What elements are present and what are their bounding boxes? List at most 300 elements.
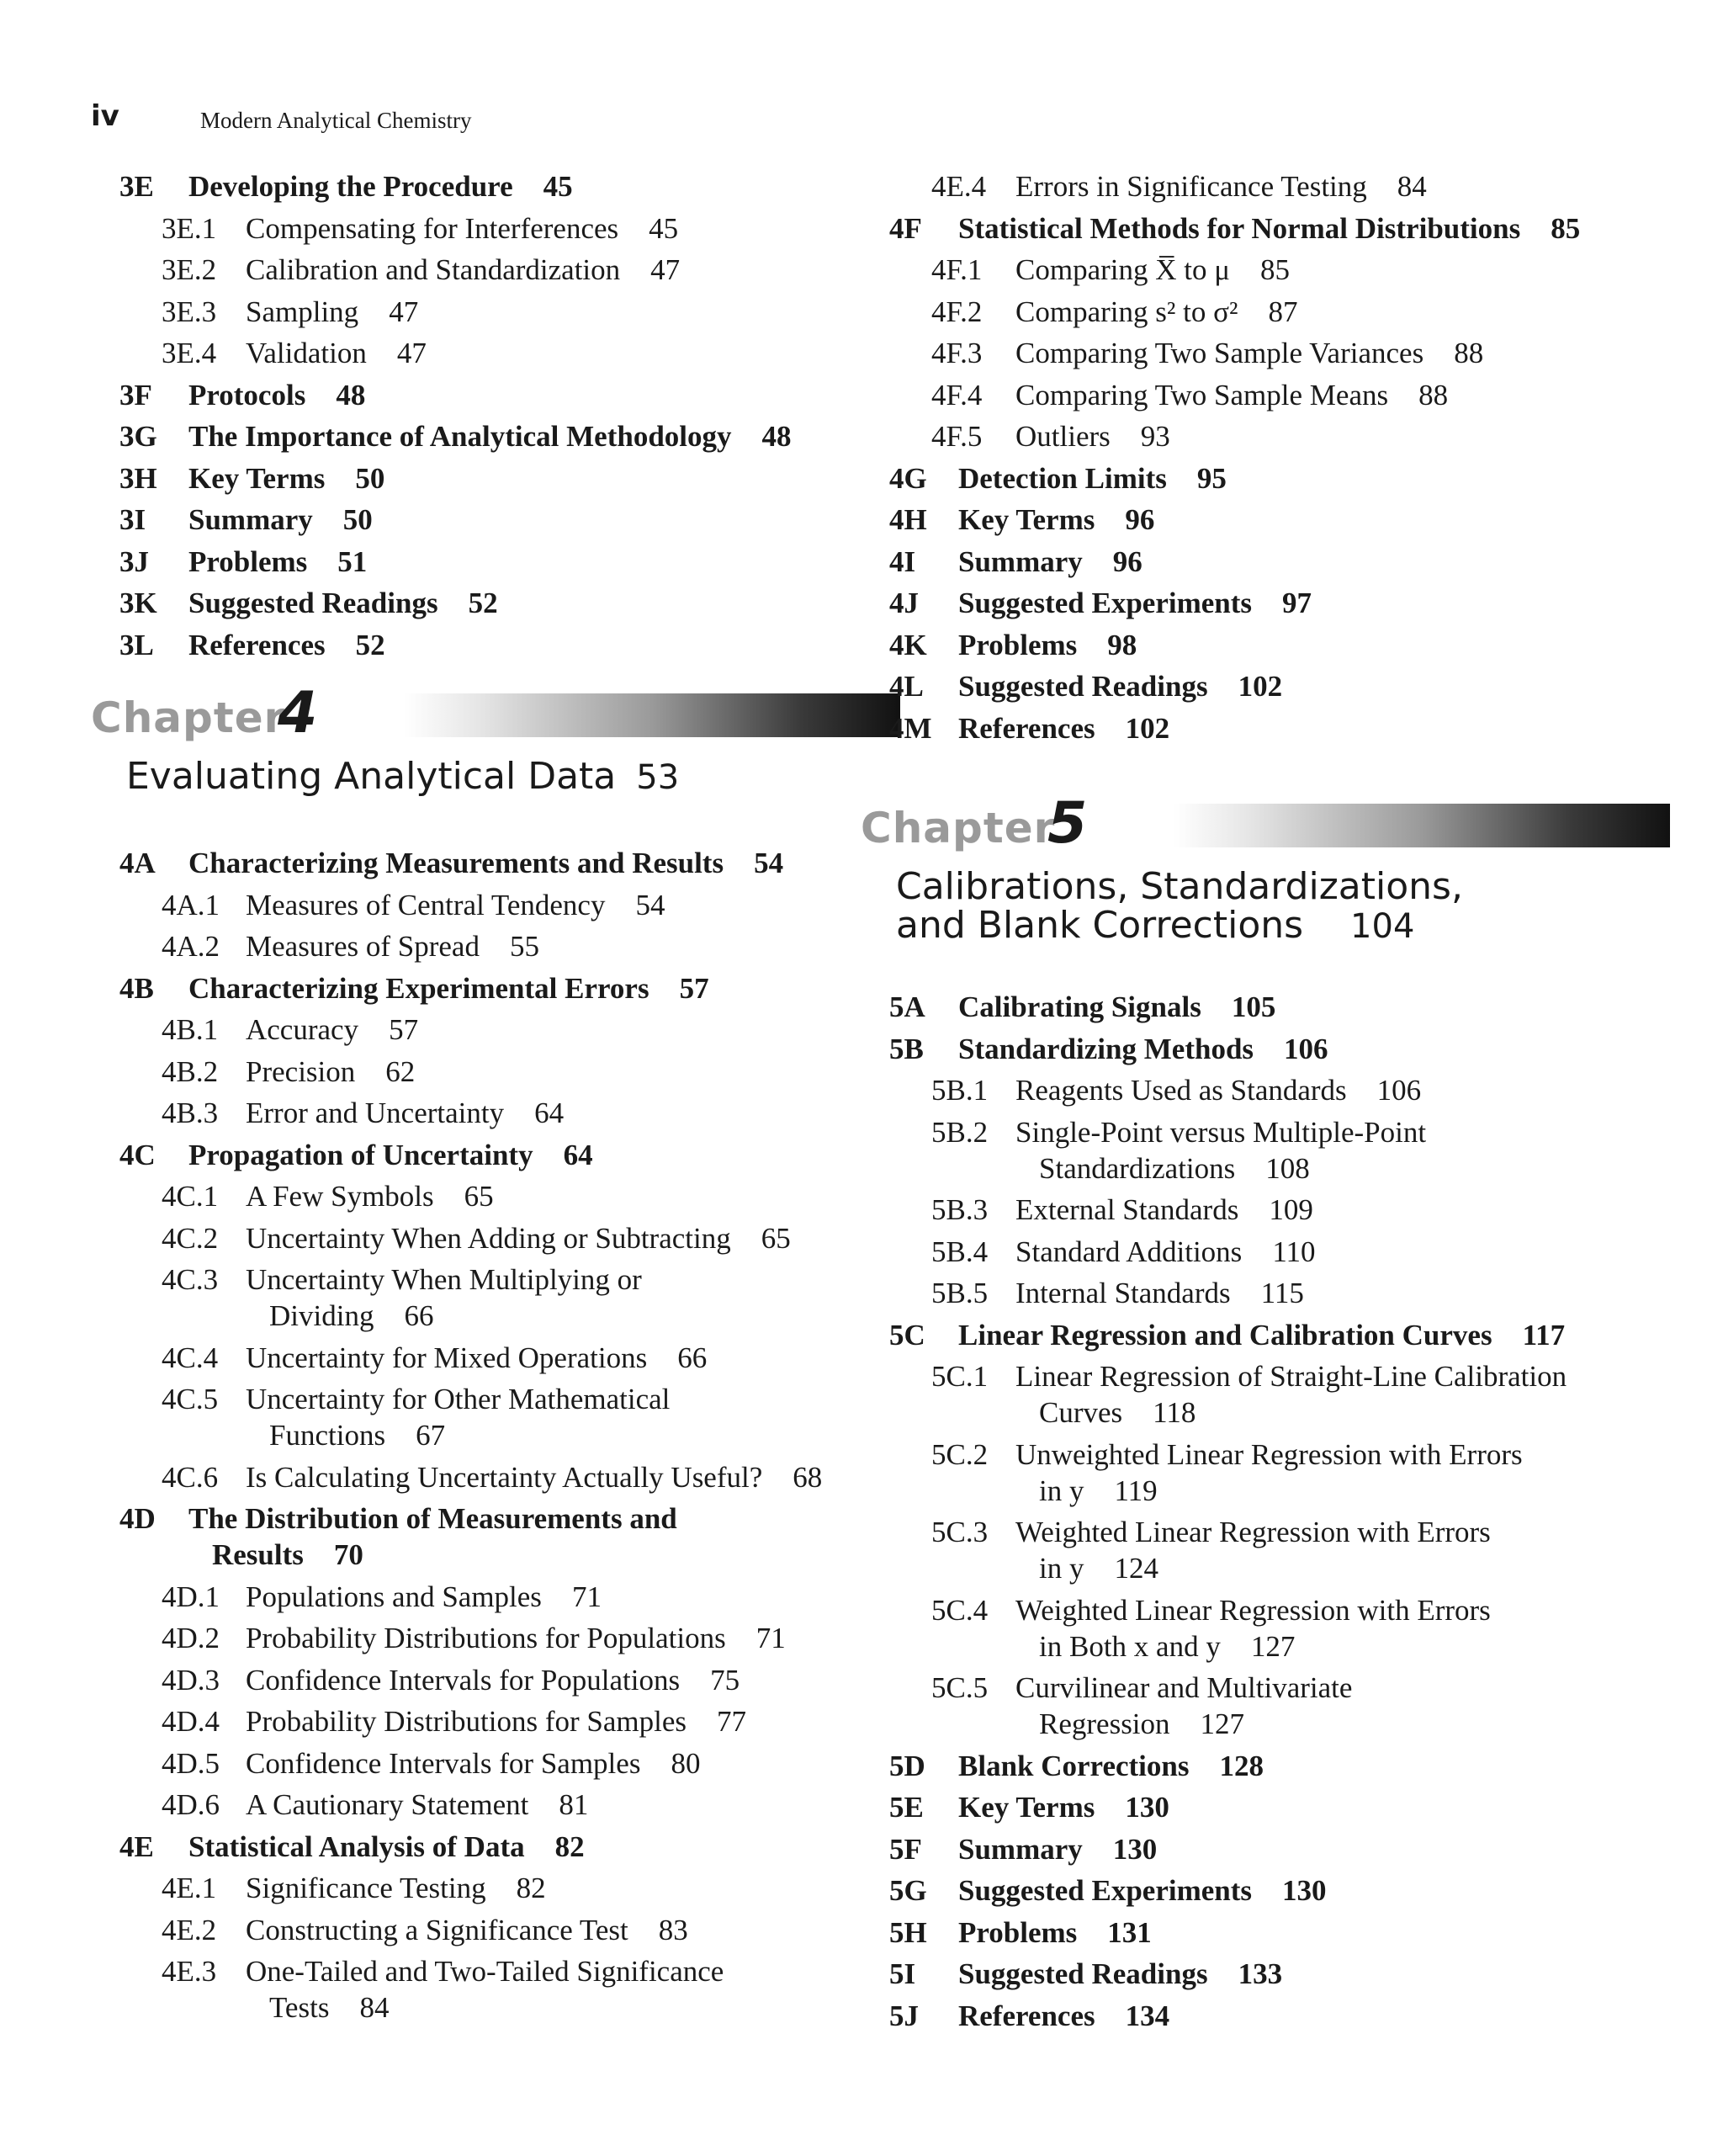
toc-entry [861, 377, 1643, 419]
toc-entry-number: 3E.1 [162, 211, 217, 245]
toc-entry-title-text: Precision [246, 1054, 356, 1088]
toc-entry-continuation-text: Standardizations [1039, 1151, 1236, 1185]
toc-entry-title [246, 1953, 724, 1989]
toc-entry-title-text: Accuracy [246, 1013, 359, 1046]
toc-entry-continuation-text: Results [212, 1538, 304, 1571]
toc-entry-title-text: Outliers [1015, 420, 1111, 453]
toc-entry-number: 3E.2 [162, 253, 217, 286]
toc-entry-page: 117 [1522, 1318, 1566, 1351]
toc-entry-number: 3E.4 [162, 337, 217, 369]
toc-entry-title [958, 1748, 1264, 1784]
toc-entry-title-text: References [188, 628, 326, 661]
toc-entry-title [958, 1789, 1169, 1825]
toc-entry-title [1015, 335, 1483, 371]
toc-entry-number: 4C.4 [162, 1341, 219, 1374]
toc-entry-number: 4A.2 [162, 930, 220, 963]
toc-entry-title-text: Calibrating Signals [958, 990, 1201, 1023]
toc-entry-number: 4J [889, 587, 919, 619]
toc-entry-number: 3G [119, 420, 157, 453]
toc-entry-title [246, 1261, 642, 1298]
toc-entry-page: 110 [1272, 1235, 1316, 1268]
toc-entry-number: 5C [889, 1318, 925, 1351]
toc-entry-title-text: Curvilinear and Multivariate [1015, 1671, 1353, 1704]
toc-entry-number: 5B [889, 1032, 924, 1065]
toc-entry-title-text: Problems [188, 544, 308, 578]
toc-entry-title-text: Statistical Methods for Normal Distributions [958, 211, 1521, 245]
toc-entry-title-text: Measures of Central Tendency [246, 888, 606, 921]
toc-list-chapter-5 [861, 989, 1643, 2039]
toc-entry-page: 130 [1125, 1791, 1169, 1824]
toc-entry-number: 5B.2 [931, 1115, 989, 1149]
toc-entry-title [958, 585, 1312, 621]
toc-entry [861, 1831, 1643, 1873]
toc-entry-title [958, 1031, 1328, 1067]
right-column [861, 168, 1643, 2039]
chapter-page: 53 [636, 758, 680, 797]
toc-entry-number: 4C.3 [162, 1263, 219, 1296]
toc-entry [861, 1956, 1643, 1998]
toc-entry-title [958, 502, 1154, 538]
toc-entry-title-text: Calibration and Standardization [246, 253, 621, 286]
toc-entry [91, 1137, 873, 1179]
toc-entry-page: 102 [1125, 711, 1170, 745]
toc-entry [861, 1234, 1643, 1276]
toc-entry [91, 1579, 873, 1621]
toc-entry-title [188, 585, 498, 621]
toc-entry-title [246, 252, 680, 288]
toc-entry-title [246, 1459, 822, 1495]
toc-entry-number: 3F [119, 378, 152, 412]
toc-entry-title-text: Unweighted Linear Regression with Errors [1015, 1437, 1523, 1471]
toc-entry-title-text: Standardizing Methods [958, 1032, 1254, 1065]
toc-entry [861, 627, 1643, 669]
toc-entry-number: 4C.1 [162, 1180, 219, 1213]
toc-entry-title-text: Sampling [246, 295, 359, 328]
toc-entry-continuation [269, 1989, 389, 2026]
toc-entry-number: 4E.4 [931, 170, 987, 203]
toc-entry [861, 418, 1643, 460]
toc-entry [861, 1592, 1643, 1670]
toc-entry [861, 668, 1643, 710]
toc-entry-number: 4D.3 [162, 1663, 220, 1697]
toc-entry-continuation [212, 1537, 363, 1573]
toc-entry-title-text: Single-Point versus Multiple-Point [1015, 1115, 1427, 1149]
toc-entry-title-text: Statistical Analysis of Data [188, 1829, 525, 1863]
toc-entry-number: 4A [119, 847, 156, 879]
toc-entry-title [1015, 1670, 1352, 1706]
toc-entry-page: 50 [342, 503, 373, 536]
toc-entry-title-text: Compensating for Interferences [246, 211, 619, 245]
toc-entry-title [188, 1829, 585, 1865]
toc-entry-continuation [269, 1417, 445, 1453]
toc-entry-title-text: Problems [958, 628, 1078, 661]
toc-entry-number: 4H [889, 503, 927, 536]
toc-entry-number: 5C.2 [931, 1437, 989, 1471]
toc-entry-page: 70 [333, 1538, 363, 1571]
toc-entry-page: 109 [1269, 1193, 1313, 1226]
toc-entry-page: 127 [1200, 1707, 1245, 1740]
toc-entry-number: 5E [889, 1791, 924, 1824]
toc-entry [91, 585, 873, 627]
toc-entry-title [188, 502, 373, 538]
toc-entry [91, 1220, 873, 1262]
toc-entry-title [246, 1870, 546, 1906]
toc-entry [861, 1914, 1643, 1957]
toc-entry [91, 335, 873, 377]
toc-entry-title [1015, 418, 1170, 454]
toc-entry-page: 130 [1282, 1874, 1327, 1907]
toc-entry-page: 97 [1282, 587, 1312, 619]
toc-entry-page: 45 [543, 170, 573, 203]
toc-entry [861, 1317, 1643, 1359]
toc-entry [861, 1072, 1643, 1114]
toc-entry-title [958, 1914, 1152, 1951]
running-title: Modern Analytical Chemistry [200, 108, 472, 133]
toc-entry-page: 71 [755, 1622, 786, 1654]
toc-entry-title-text: Constructing a Significance Test [246, 1913, 628, 1946]
toc-entry-number: 4E.2 [162, 1913, 217, 1946]
toc-entry-number: 4B.1 [162, 1013, 219, 1046]
toc-entry-title-text: Summary [188, 503, 313, 536]
toc-entry-page: 55 [509, 930, 539, 963]
toc-entry-page: 87 [1268, 295, 1298, 328]
toc-entry-title-text: Summary [958, 1832, 1083, 1866]
toc-entry-title-text: Error and Uncertainty [246, 1097, 505, 1129]
toc-entry-title [188, 845, 783, 881]
toc-entry-page: 84 [359, 1991, 390, 2024]
toc-entry-title-text: Characterizing Experimental Errors [188, 971, 649, 1005]
toc-entry-page: 124 [1114, 1552, 1158, 1585]
toc-entry-title-text: Comparing Two Sample Variances [1015, 337, 1424, 369]
toc-entry-title-text: Propagation of Uncertainty [188, 1138, 533, 1171]
toc-entry [861, 1789, 1643, 1831]
toc-entry-page: 47 [650, 253, 681, 286]
toc-entry-page: 65 [761, 1221, 791, 1255]
toc-entry-number: 4M [889, 711, 932, 745]
toc-entry-number: 4D.2 [162, 1622, 220, 1654]
toc-entry-page: 108 [1265, 1151, 1310, 1185]
toc-entry-page: 105 [1231, 990, 1276, 1023]
toc-entry [861, 460, 1643, 502]
toc-entry-title [188, 627, 385, 663]
toc-entry-number: 5C.1 [931, 1360, 989, 1393]
toc-entry-page: 93 [1140, 420, 1170, 453]
toc-entry [91, 1829, 873, 1871]
toc-entry [91, 1381, 873, 1459]
toc-entry-title [958, 627, 1137, 663]
toc-entry-title-text: Uncertainty When Multiplying or [246, 1263, 642, 1296]
toc-entry-page: 95 [1196, 461, 1227, 495]
toc-entry-title [1015, 168, 1427, 204]
toc-entry-page: 77 [717, 1705, 747, 1738]
toc-entry-page: 106 [1284, 1032, 1328, 1065]
toc-entry-page: 54 [635, 888, 665, 921]
toc-entry-page: 66 [404, 1299, 434, 1332]
toc-entry-title-text: Suggested Readings [958, 670, 1208, 703]
toc-entry [861, 585, 1643, 627]
toc-entry [91, 1012, 873, 1054]
toc-entry-title [246, 335, 427, 371]
toc-entry-continuation [1039, 1550, 1158, 1586]
toc-entry-title [246, 1340, 707, 1376]
toc-entry [91, 1095, 873, 1137]
toc-entry-continuation [1039, 1628, 1295, 1665]
chapter-number: 4 [278, 680, 318, 746]
toc-entry-page: 71 [571, 1580, 602, 1613]
toc-entry-number: 3E.3 [162, 295, 217, 328]
toc-entry-number: 4F.5 [931, 420, 983, 453]
toc-entry [91, 210, 873, 252]
toc-entry-number: 4F.4 [931, 378, 983, 412]
toc-entry-title-text: Comparing Two Sample Means [1015, 378, 1389, 412]
toc-entry-title [188, 168, 573, 204]
toc-entry-number: 5D [889, 1749, 925, 1782]
toc-entry-title [958, 1998, 1169, 2034]
toc-entry-title-text: Populations and Samples [246, 1580, 542, 1613]
toc-entry-title-text: The Importance of Analytical Methodology [188, 420, 732, 453]
toc-entry-title-text: Probability Distributions for Populations [246, 1622, 726, 1654]
toc-entry-number: 5B.3 [931, 1193, 989, 1226]
toc-entry-page: 64 [563, 1138, 593, 1171]
chapter-title-line-1: Calibrations, Standardizations, [896, 865, 1463, 908]
toc-entry-number: 5J [889, 1999, 919, 2032]
toc-entry-title-text: Linear Regression and Calibration Curves [958, 1318, 1492, 1351]
toc-entry-title-text: Weighted Linear Regression with Errors [1015, 1516, 1491, 1548]
toc-entry-number: 4F [889, 211, 922, 245]
toc-entry-page: 80 [671, 1746, 701, 1780]
toc-entry [91, 1662, 873, 1704]
chapter-title [126, 757, 679, 797]
toc-entry-title [246, 1620, 786, 1656]
toc-entry-title-text: Suggested Experiments [958, 1874, 1253, 1907]
toc-entry-page: 85 [1260, 253, 1290, 286]
toc-entry-title [1015, 1275, 1304, 1311]
toc-entry [861, 335, 1643, 377]
toc-entry-title [188, 377, 365, 413]
chapter-5-heading [861, 790, 1643, 989]
toc-entry-title [1015, 294, 1297, 330]
toc-entry [861, 1514, 1643, 1592]
toc-entry-number: 4F.1 [931, 253, 983, 286]
toc-entry-page: 52 [355, 628, 385, 661]
toc-entry-number: 4E [119, 1829, 154, 1863]
toc-entry-number: 4C [119, 1138, 156, 1171]
toc-entry-page: 51 [337, 544, 368, 578]
toc-entry-number: 4E.1 [162, 1872, 217, 1904]
toc-entry-number: 4B.2 [162, 1054, 219, 1088]
toc-entry-title [1015, 1436, 1523, 1473]
toc-entry-number: 5A [889, 990, 925, 1023]
toc-entry-title [188, 418, 792, 454]
toc-entry-title [246, 1054, 415, 1090]
toc-entry-title [958, 989, 1275, 1025]
toc-entry-page: 81 [559, 1788, 589, 1821]
toc-entry-title [958, 544, 1142, 580]
toc-entry-page: 88 [1454, 337, 1484, 369]
toc-entry-title-text: Uncertainty for Mixed Operations [246, 1341, 648, 1374]
toc-entry-title [188, 1500, 677, 1537]
toc-entry [91, 970, 873, 1012]
toc-entry-page: 67 [416, 1419, 446, 1452]
toc-entry-number: 4F.3 [931, 337, 983, 369]
toc-entry-number: 4D [119, 1502, 156, 1535]
toc-entry-continuation [269, 1298, 433, 1334]
toc-entry-title-text: Weighted Linear Regression with Errors [1015, 1593, 1491, 1627]
toc-entry-title [246, 294, 418, 330]
toc-entry-title-text: Probability Distributions for Samples [246, 1705, 687, 1738]
toc-entry-continuation-text: Dividing [269, 1299, 374, 1332]
toc-entry-title [958, 210, 1580, 247]
toc-entry-number: 4D.4 [162, 1705, 220, 1738]
toc-entry-page: 75 [710, 1663, 740, 1697]
toc-entry-title-text: A Few Symbols [246, 1180, 434, 1213]
toc-entry [861, 1275, 1643, 1317]
toc-entry-number: 5B.4 [931, 1235, 989, 1268]
toc-entry [861, 989, 1643, 1031]
toc-entry [91, 377, 873, 419]
toc-entry-number: 5C.3 [931, 1516, 989, 1548]
toc-entry-page: 134 [1125, 1999, 1170, 2032]
toc-entry-page: 98 [1107, 628, 1137, 661]
toc-entry-title [1015, 252, 1290, 288]
toc-entry-number: 3J [119, 544, 149, 578]
toc-entry-title [1015, 1072, 1421, 1108]
toc-entry-number: 4C.5 [162, 1383, 219, 1415]
toc-entry [91, 544, 873, 586]
toc-entry-title [1015, 377, 1448, 413]
toc-entry-title [246, 1095, 564, 1131]
toc-entry-page: 84 [1397, 170, 1427, 203]
toc-entry [861, 1872, 1643, 1914]
toc-entry-title [958, 668, 1282, 704]
chapter-gradient-bar [1174, 804, 1670, 847]
toc-entry-title-text: Validation [246, 337, 367, 369]
toc-entry [91, 418, 873, 460]
toc-entry-page: 119 [1114, 1474, 1158, 1507]
toc-entry [91, 1178, 873, 1220]
toc-entry-continuation-text: in y [1039, 1474, 1084, 1507]
toc-entry-title-text: Comparing s² to σ² [1015, 295, 1238, 328]
toc-entry-continuation-text: Regression [1039, 1707, 1170, 1740]
toc-entry-number: 4B.3 [162, 1097, 219, 1129]
toc-entry-number: 4C.6 [162, 1460, 219, 1494]
toc-entry-page: 128 [1219, 1749, 1264, 1782]
toc-entry [861, 168, 1643, 210]
toc-entry-page: 45 [649, 211, 679, 245]
toc-entry-page: 48 [336, 378, 366, 412]
toc-entry-page: 57 [679, 971, 709, 1005]
toc-entry [91, 1912, 873, 1954]
toc-entry-title [246, 1220, 791, 1256]
toc-entry-title-text: Key Terms [188, 461, 326, 495]
toc-entry-title [246, 1703, 746, 1739]
toc-entry-number: 5I [889, 1957, 916, 1990]
chapter-label: Chapter [861, 804, 1056, 852]
toc-entry-page: 66 [677, 1341, 708, 1374]
toc-entry-title-text: References [958, 1999, 1095, 2032]
toc-entry [861, 1436, 1643, 1515]
toc-entry-number: 5F [889, 1832, 922, 1866]
toc-entry [861, 1670, 1643, 1748]
toc-entry [91, 1261, 873, 1340]
toc-entry-title [958, 1872, 1327, 1909]
toc-entry-page: 88 [1418, 378, 1449, 412]
page-number: iv [91, 99, 119, 133]
toc-entry-title-text: References [958, 711, 1095, 745]
toc-entry-title-text: Blank Corrections [958, 1749, 1190, 1782]
toc-entry [91, 1703, 873, 1745]
toc-entry-number: 4G [889, 461, 927, 495]
toc-entry-title-text: Developing the Procedure [188, 170, 513, 203]
toc-entry [861, 544, 1643, 586]
toc-entry-number: 4K [889, 628, 927, 661]
toc-entry-number: 4C.2 [162, 1221, 219, 1255]
toc-entry-page: 118 [1153, 1396, 1196, 1429]
chapter-number: 5 [1047, 790, 1088, 857]
toc-entry-title-text: Confidence Intervals for Populations [246, 1663, 681, 1697]
toc-entry-title [188, 544, 367, 580]
toc-entry-title [1015, 1114, 1426, 1150]
toc-entry [91, 627, 873, 669]
toc-entry-title [246, 1579, 602, 1615]
toc-entry-title-text: Confidence Intervals for Samples [246, 1746, 641, 1780]
toc-entry-title-text: A Cautionary Statement [246, 1788, 529, 1821]
toc-entry-number: 3H [119, 461, 157, 495]
toc-entry [91, 845, 873, 887]
toc-entry-continuation [1039, 1150, 1310, 1187]
toc-entry-title-text: Key Terms [958, 1791, 1095, 1824]
toc-entry-number: 4E.3 [162, 1955, 217, 1988]
toc-entry-number: 5C.4 [931, 1593, 989, 1627]
toc-entry-title-text: Suggested Experiments [958, 587, 1253, 619]
chapter-label: Chapter [91, 693, 286, 742]
toc-entry-title-text: Uncertainty When Adding or Subtracting [246, 1221, 731, 1255]
toc-entry-continuation [1039, 1394, 1195, 1431]
toc-entry-title [246, 928, 539, 964]
toc-entry-title [1015, 1514, 1491, 1550]
toc-entry-page: 82 [516, 1872, 546, 1904]
toc-entry-page: 82 [554, 1829, 585, 1863]
toc-entry [861, 1748, 1643, 1790]
toc-entry-number: 4D.6 [162, 1788, 220, 1821]
toc-entry-title [246, 1012, 418, 1048]
toc-entry-title-text: Is Calculating Uncertainty Actually Useful? [246, 1460, 763, 1494]
toc-entry-title [1015, 1234, 1316, 1270]
toc-entry-title [188, 460, 384, 497]
toc-entry-continuation-text: Functions [269, 1419, 386, 1452]
toc-entry [861, 294, 1643, 336]
toc-entry [91, 1340, 873, 1382]
toc-list-chapter-4 [91, 845, 873, 2031]
toc-entry-number: 3I [119, 503, 146, 536]
toc-entry [91, 168, 873, 210]
toc-entry-title [958, 1956, 1282, 1992]
toc-entry-continuation-text: in y [1039, 1552, 1084, 1585]
toc-entry-title-text: Detection Limits [958, 461, 1167, 495]
toc-entry-number: 5C.5 [931, 1671, 989, 1704]
toc-entry [91, 1787, 873, 1829]
toc-entry [91, 1745, 873, 1787]
toc-entry-page: 96 [1125, 503, 1155, 536]
toc-entry [861, 502, 1643, 544]
toc-entry-title [958, 1831, 1157, 1867]
toc-entry [91, 294, 873, 336]
toc-entry-page: 96 [1112, 544, 1142, 578]
toc-entry-title-text: Suggested Readings [188, 587, 438, 619]
toc-entry-number: 5H [889, 1915, 927, 1949]
toc-entry-title [246, 1745, 700, 1782]
toc-entry [91, 928, 873, 970]
